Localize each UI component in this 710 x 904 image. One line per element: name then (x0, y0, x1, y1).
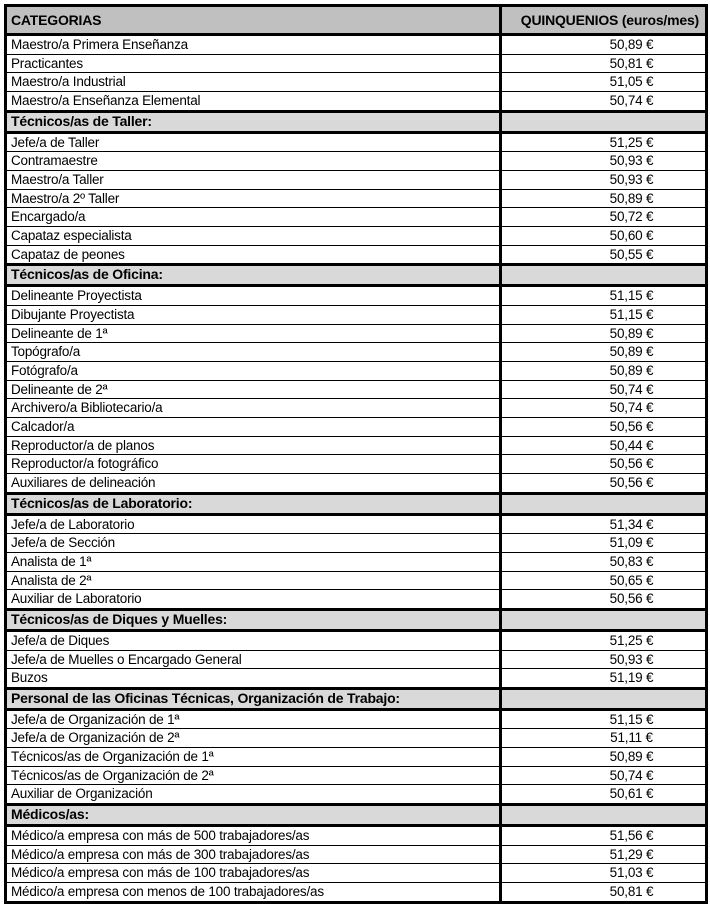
quinquenio-value-cell: 51,09 € (501, 534, 707, 553)
quinquenio-value-cell: 50,61 € (501, 785, 707, 805)
quinquenio-value-cell: 51,25 € (501, 132, 707, 152)
section-header-row (6, 610, 707, 631)
quinquenio-value-cell: 50,89 € (501, 324, 707, 343)
section-title: Técnicos/as de Laboratorio: (6, 493, 501, 514)
column-header-quinquenios: QUINQUENIOS (euros/mes) (501, 6, 707, 35)
quinquenio-value-cell: 50,56 € (501, 474, 707, 494)
quinquenio-value-cell: 51,11 € (501, 729, 707, 748)
category-cell: Técnicos/as de Organización de 2ª (6, 766, 501, 785)
quinquenio-value-cell: 50,44 € (501, 436, 707, 455)
table-row (6, 590, 707, 610)
section-value-empty (501, 610, 707, 631)
quinquenio-value-cell: 51,03 € (501, 864, 707, 883)
category-cell: Buzos (6, 669, 501, 689)
table-row (6, 227, 707, 246)
category-cell: Capataz especialista (6, 227, 501, 246)
table-row (6, 709, 707, 729)
category-cell: Contramaestre (6, 152, 501, 171)
table-row (6, 825, 707, 845)
table-row (6, 571, 707, 590)
table-row (6, 552, 707, 571)
table-row (6, 882, 707, 902)
category-cell: Delineante Proyectista (6, 286, 501, 306)
quinquenio-value-cell: 50,72 € (501, 208, 707, 227)
table-row (6, 748, 707, 767)
category-cell: Auxiliares de delineación (6, 474, 501, 494)
quinquenio-value-cell: 50,65 € (501, 571, 707, 590)
quinquenio-value-cell: 50,89 € (501, 361, 707, 380)
table-row (6, 399, 707, 418)
table-row (6, 436, 707, 455)
category-cell: Reproductor/a fotográfico (6, 455, 501, 474)
section-value-empty (501, 111, 707, 132)
category-cell: Técnicos/as de Organización de 1ª (6, 748, 501, 767)
quinquenio-value-cell: 50,74 € (501, 399, 707, 418)
quinquenio-value-cell: 50,81 € (501, 882, 707, 902)
table-row (6, 324, 707, 343)
category-cell: Médico/a empresa con más de 500 trabajadores/as (6, 825, 501, 845)
table-row (6, 729, 707, 748)
section-value-empty (501, 493, 707, 514)
table-row (6, 380, 707, 399)
category-cell: Jefe/a de Taller (6, 132, 501, 152)
category-cell: Maestro/a 2º Taller (6, 189, 501, 208)
quinquenios-table (4, 4, 708, 904)
table-row (6, 650, 707, 669)
quinquenio-value-cell: 51,34 € (501, 514, 707, 534)
category-cell: Jefe/a de Organización de 2ª (6, 729, 501, 748)
table-row (6, 92, 707, 112)
quinquenio-value-cell: 50,93 € (501, 152, 707, 171)
section-title: Técnicos/as de Oficina: (6, 265, 501, 286)
table-row (6, 343, 707, 362)
category-cell: Auxiliar de Organización (6, 785, 501, 805)
table-body (6, 35, 707, 903)
category-cell: Médico/a empresa con más de 300 trabajadores/as (6, 845, 501, 864)
quinquenio-value-cell: 51,56 € (501, 825, 707, 845)
table-row (6, 286, 707, 306)
quinquenio-value-cell: 50,93 € (501, 170, 707, 189)
table-row (6, 455, 707, 474)
category-cell: Jefe/a de Organización de 1ª (6, 709, 501, 729)
section-header-row (6, 111, 707, 132)
table-row (6, 54, 707, 73)
column-header-categorias: CATEGORIAS (6, 6, 501, 35)
section-title: Personal de las Oficinas Técnicas, Organización de Trabajo: (6, 688, 501, 709)
table-row (6, 669, 707, 689)
section-value-empty (501, 265, 707, 286)
quinquenio-value-cell: 51,15 € (501, 305, 707, 324)
category-cell: Dibujante Proyectista (6, 305, 501, 324)
category-cell: Practicantes (6, 54, 501, 73)
quinquenio-value-cell: 50,83 € (501, 552, 707, 571)
table-row (6, 189, 707, 208)
table-row (6, 418, 707, 437)
table-header-row (6, 6, 707, 35)
quinquenio-value-cell: 51,15 € (501, 286, 707, 306)
category-cell: Reproductor/a de planos (6, 436, 501, 455)
quinquenio-value-cell: 50,89 € (501, 35, 707, 55)
section-value-empty (501, 688, 707, 709)
section-title: Técnicos/as de Taller: (6, 111, 501, 132)
quinquenio-value-cell: 50,55 € (501, 245, 707, 265)
quinquenio-value-cell: 51,15 € (501, 709, 707, 729)
section-title: Médicos/as: (6, 805, 501, 826)
table-row (6, 361, 707, 380)
table-row (6, 845, 707, 864)
category-cell: Auxiliar de Laboratorio (6, 590, 501, 610)
quinquenio-value-cell: 50,74 € (501, 766, 707, 785)
table-row (6, 785, 707, 805)
quinquenio-value-cell: 50,89 € (501, 189, 707, 208)
quinquenios-table-container (4, 4, 705, 904)
category-cell: Topógrafo/a (6, 343, 501, 362)
quinquenio-value-cell: 50,60 € (501, 227, 707, 246)
quinquenio-value-cell: 51,29 € (501, 845, 707, 864)
section-header-row (6, 688, 707, 709)
category-cell: Médico/a empresa con menos de 100 trabajadores/as (6, 882, 501, 902)
quinquenio-value-cell: 50,56 € (501, 455, 707, 474)
category-cell: Maestro/a Taller (6, 170, 501, 189)
category-cell: Fotógrafo/a (6, 361, 501, 380)
table-row (6, 864, 707, 883)
table-row (6, 152, 707, 171)
quinquenio-value-cell: 50,56 € (501, 418, 707, 437)
quinquenio-value-cell: 51,19 € (501, 669, 707, 689)
category-cell: Analista de 2ª (6, 571, 501, 590)
table-row (6, 630, 707, 650)
quinquenio-value-cell: 50,56 € (501, 590, 707, 610)
table-row (6, 534, 707, 553)
table-row (6, 170, 707, 189)
category-cell: Delineante de 1ª (6, 324, 501, 343)
quinquenio-value-cell: 50,74 € (501, 92, 707, 112)
table-row (6, 766, 707, 785)
quinquenio-value-cell: 50,93 € (501, 650, 707, 669)
category-cell: Maestro/a Industrial (6, 73, 501, 92)
table-row (6, 305, 707, 324)
section-value-empty (501, 805, 707, 826)
quinquenio-value-cell: 51,05 € (501, 73, 707, 92)
section-title: Técnicos/as de Diques y Muelles: (6, 610, 501, 631)
quinquenio-value-cell: 50,74 € (501, 380, 707, 399)
category-cell: Maestro/a Enseñanza Elemental (6, 92, 501, 112)
category-cell: Encargado/a (6, 208, 501, 227)
category-cell: Capataz de peones (6, 245, 501, 265)
table-row (6, 35, 707, 55)
category-cell: Analista de 1ª (6, 552, 501, 571)
category-cell: Jefe/a de Laboratorio (6, 514, 501, 534)
category-cell: Calcador/a (6, 418, 501, 437)
table-row (6, 474, 707, 494)
section-header-row (6, 805, 707, 826)
category-cell: Archivero/a Bibliotecario/a (6, 399, 501, 418)
table-row (6, 208, 707, 227)
section-header-row (6, 265, 707, 286)
quinquenio-value-cell: 51,25 € (501, 630, 707, 650)
table-row (6, 245, 707, 265)
category-cell: Jefe/a de Sección (6, 534, 501, 553)
table-row (6, 514, 707, 534)
category-cell: Delineante de 2ª (6, 380, 501, 399)
table-row (6, 73, 707, 92)
category-cell: Jefe/a de Diques (6, 630, 501, 650)
quinquenio-value-cell: 50,89 € (501, 343, 707, 362)
category-cell: Maestro/a Primera Enseñanza (6, 35, 501, 55)
section-header-row (6, 493, 707, 514)
table-row (6, 132, 707, 152)
quinquenio-value-cell: 50,81 € (501, 54, 707, 73)
quinquenio-value-cell: 50,89 € (501, 748, 707, 767)
category-cell: Jefe/a de Muelles o Encargado General (6, 650, 501, 669)
category-cell: Médico/a empresa con más de 100 trabajadores/as (6, 864, 501, 883)
